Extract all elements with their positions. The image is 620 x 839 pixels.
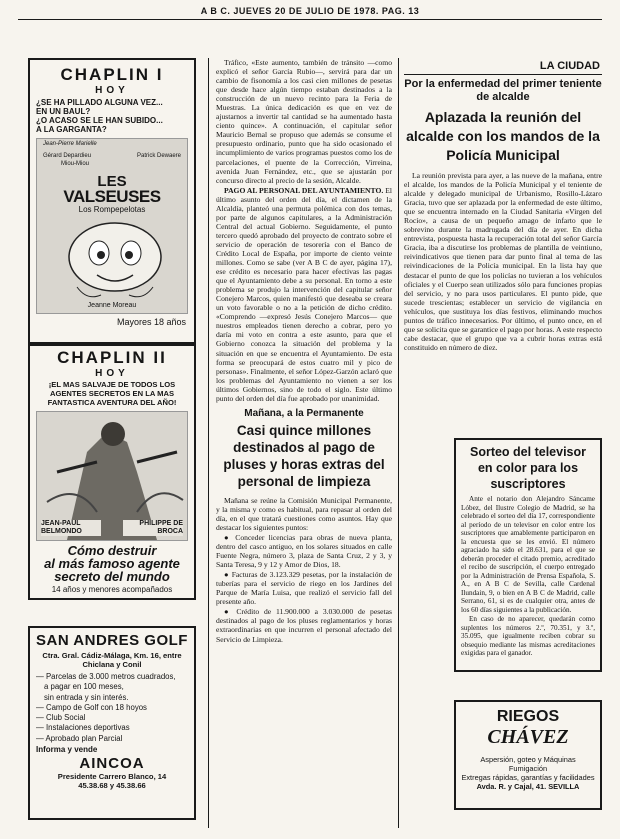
list-item: — Aprobado plan Parcial [36,733,123,743]
list-item: a pagar en 100 meses, [44,682,124,692]
page-header: A B C. JUEVES 20 DE JULIO DE 1978. PAG. 13 [200,6,420,16]
chaplin2-hoy: HOY [95,368,129,379]
right-headline: Aplazada la reunión del alcalde con los mandos de la Policía Municipal [406,109,600,163]
list-item: — Campo de Golf con 18 hoyos [36,702,147,712]
article-paragraph: Ante el notario don Alejandro Sáncame Lóbez, del Ilustre Colegio de Madrid, se ha celebrado el sorteo del día 17, correspondiente al período de un televisor en color entre los suscriptores que amablemente participaron en la encuesta que se les envió. El número agraciado ha sido el 28.631, para el que se deberán proceder el citado premio, acreditado el recibo de suscripción, el cuerpo entregado por la Administración de Prensa Española, S. A., en A B C de Sevilla, calle Cardenal Ilundain, 9, o bien en A B C de Madrid, calle Serrano, 61, si es de cualquier otra, antes de los 60 días siguientes a la publicación. [461,495,595,614]
tagline-line: ¿O ACASO SE LE HAN SUBIDO... [36,116,163,125]
poster-cast-broca: PHILIPPE DE BROCA [123,520,183,536]
bullet-paragraph: ● Crédito de 11.900.000 a 3.030.000 de pesetas destinados al pago de los pluses reglamentarios y horas extraordinarias en que incurren el personal afectado del Servicio de Limpieza. [216,607,392,644]
list-item: — Instalaciones deportivas [36,723,130,733]
section-title: LA CIUDAD [539,60,600,72]
bullet-paragraph: ● Facturas de 3.123.329 pesetas, por la instalación de tuberías para el servicio de riego en los Jardines del Parque de María Luisa, que realizó el servicio fall del presente año. [216,570,392,607]
golf-title: SAN ANDRES GOLF [36,632,188,649]
riegos-line: Fumigación [508,764,548,773]
poster-film-title: VALSEUSES [63,187,161,206]
chaplin1-hoy: HOY [95,85,129,96]
sorteo-title: Sorteo del televisor en color para los suscriptores [469,445,586,491]
golf-agency: AINCOA [79,755,145,773]
poster-cast2a: Gérard Depardieu [43,153,92,159]
riegos-brand [460,708,596,749]
middle-column [216,58,392,645]
riegos-line: Avda. R. y Cajal, 41. SEVILLA [476,782,580,791]
sorteo-text [461,495,595,658]
golf-features [36,672,188,744]
film-title-line: Cómo destruir [67,543,157,558]
riegos-line: Aspersión, goteo y Máquinas [480,755,576,764]
article-paragraph: Tráfico, «Este aumento, también de tránsito —como explicó el señor García Rubio—, servirá para dar un cambio de fisonomía a los casi cien millones de pesetas que desde hace algún tiempo estaban destinados a la construcción de un nuevo recinto para la Feria de Muestras. La única dedicación es que en vez de ajustarnos a invertir tal cantidad se ha aumentado hasta ciento quince». A continuación, el capitular señor Mauricio Bernal se propuso que además se consume el presupuesto ordinario, punto que ha sido ocasionado el incumplimiento de varios programas puestos como los de parcelaciones, el puente de la Corrección, Virreina, avenida Juan Fernández, etc., que se ajustarán por concurso directo al precio de la sesión, Alcalde. [216,58,392,185]
section-rule [404,74,602,75]
poster-cast2b: Patrick Dewaere [136,153,181,159]
riegos-ad [454,700,602,810]
chaplin2-text: ¡EL MAS SALVAJE DE TODOS LOS AGENTES SECRETOS EN LA MAS FANTASTICA AVENTURA DEL AÑO! [47,380,177,407]
brand-riegos: RIEGOS [496,708,560,725]
golf-ad [28,626,196,820]
article-paragraph: Mañana se reúne la Comisión Municipal Permanente, y la misma y como es habitual, para repasar al orden del día, en el que tratará cuestiones como asuntos. Hay que destacar los siguientes puntos: [216,495,392,532]
chaplin1-rating: Mayores 18 años [116,317,186,327]
list-item: — Club Social [36,713,86,723]
sub-kicker: Mañana, a la Permanente [244,407,364,419]
golf-agency-address: Presidente Carrero Blanco, 14 [57,772,167,782]
sorteo-box [454,438,602,672]
middle-headline: Casi quince millones destinados al pago de pluses y horas extras del personal de limpieza [223,422,385,489]
chaplin1-ad [28,58,196,346]
chaplin2-ad [28,342,196,600]
agent-poster [36,411,188,541]
right-kicker: Por la enfermedad del primer teniente de alcalde [404,78,602,103]
column-rule-right [398,58,399,828]
poster-illustration [37,217,193,305]
header-rule [18,19,602,20]
list-item: sin entrada y sin interés. [44,692,129,702]
article-paragraph: La reunión prevista para ayer, a las nueve de la mañana, entre el alcalde, los mandos de la Policía Municipal y el teniente de alcalde y delegado municipal de Urbanismo, Rosillo-Lázaro Gracia, tuvo que ser aplazada por la enfermedad de este último, que se encuentra internado en la Ciudad Sanitaria «Virgen del Rocío», a causa de un pequeño amago de infarto que le sobrevino durante la madrugada del día de ayer. En dicha entrevista, pospuesta hasta la recuperación total del señor García Gracia, iba a discutirse los problemas de plantilla de veintiuno, reivindicativos que tienen para dar punto final al tema de las reivindicaciones de la Policía municipal. En la lista hay que destacar el punto de que los policías no tuvieran a los vehículos oficiales y el Cuerpo sean utilizados sólo para funciones propias del servicio, y no para usos particulares. El punto pide, que sucede trescientas; establecer un servicio de vigilancia en vehículos, que sustituya los días festivos, eliminando muchos puntos de tráfico innecesarios. Por último, el punto once, en el que se solicita que se garantice el pago por horas. A este respecto cabe destacar, que el grupo que va a cubrir horas extras está constituido en número de diez. [404,171,602,352]
chaplin2-rating: 14 años y menores acompañados [51,585,173,594]
list-item: — Parcelas de 3.000 metros cuadrados, [36,672,176,681]
film-title-line: al más famoso agente [44,556,180,571]
tagline-line: A LA GARGANTA? [36,125,107,134]
subhead: PAGO AL PERSONAL DEL AYUNTAMIENTO. [224,185,384,195]
poster-cast3: Miou-Miou [61,161,90,167]
article-paragraph: En caso de no aparecer, quedarán como suplentes los números 2.º, 70.351, y 3.º, 35.095, que igualmente reciben cobrar su obsequio mediante las mismas acreditaciones exigidas para el ganador. [461,615,595,657]
poster-cast-belmondo: JEAN-PAUL BELMONDO [41,520,101,536]
poster-cast1: Jean-Pierre Marielle [43,141,97,147]
brand-chavez: CHÁVEZ [487,726,569,748]
article-paragraph: PAGO AL PERSONAL DEL AYUNTAMIENTO. El último asunto del orden del día, el dictamen de la Alcaldía, planteó una permuta polémica con dos temas, por parte de algunos capitulares, a la Administración Central del actual Gobierno. Seguidamente, el punto tercero quedó aprobado del proyecto de contrato sobre el servicio de operación de tesorería con el Banco de Crédito Local de España, por importe de ciento veinte millones. Como se sabe (ver A B C de ayer, página 17), ese crédito es necesario para hacer efectivas las pagas que el Ayuntamiento debe a su personal. En torno a este problema se produjo la intervención del capitular señor Conejero Marcos, quien manifestó que deseaba se creara un voto favorable o no a la petición de dicho crédito. «Comprendo —expresó Jesús Conejero Marcos— que nuestros empleados tienen derecho a cobrar, pero yo daría mi voto en contra a este asunto, para que el Gobierno conozca la situación del problema y la situación en que se encuentra el Ayuntamiento. De esta forma se preocupará de estos cuatro mil y pico de personas». Finalmente, el señor López-Garzón aclaró que los problemas del Ayuntamiento no vienen a ser los últimos Gobiernos, sino de todo el siglo. Este último punto del orden del día fue aprobado por unanimidad. [216,185,392,403]
film-title-line: secreto del mundo [54,569,170,584]
right-column [404,78,602,353]
golf-address: Ctra. Gral. Cádiz-Málaga, Km. 16, entre Chiclana y Conil [42,651,182,669]
poster-film-subtitle: Los Rompepelotas [78,205,146,214]
agent-film-title [30,544,194,583]
chaplin1-title: CHAPLIN I [60,65,164,84]
tagline-line: EN UN BAUL? [36,107,91,116]
tagline-line: ¿SE HA PILLADO ALGUNA VEZ... [36,98,163,107]
valseuses-poster [36,138,188,314]
chaplin2-title: CHAPLIN II [57,348,167,367]
golf-phones: 45.38.68 y 45.38.66 [78,781,146,791]
column-rule-left [208,58,209,828]
bullet-paragraph: ● Conceder licencias para obras de nueva planta, dentro del casco antiguo, en los solares situados en calle Fuente Negra, número 3, plaza de Santa Cruz, 2 y 3, y Santa Teresa, 9 y 12 y Amor de Dios, 18. [216,533,392,570]
riegos-line: Extregas rápidas, garantías y facilidades [461,773,595,782]
golf-info: Informa y vende [36,745,98,755]
poster-credits: Jeanne Moreau [87,302,137,309]
poster-film-les: LES [97,173,127,190]
chaplin1-tagline [30,96,194,136]
